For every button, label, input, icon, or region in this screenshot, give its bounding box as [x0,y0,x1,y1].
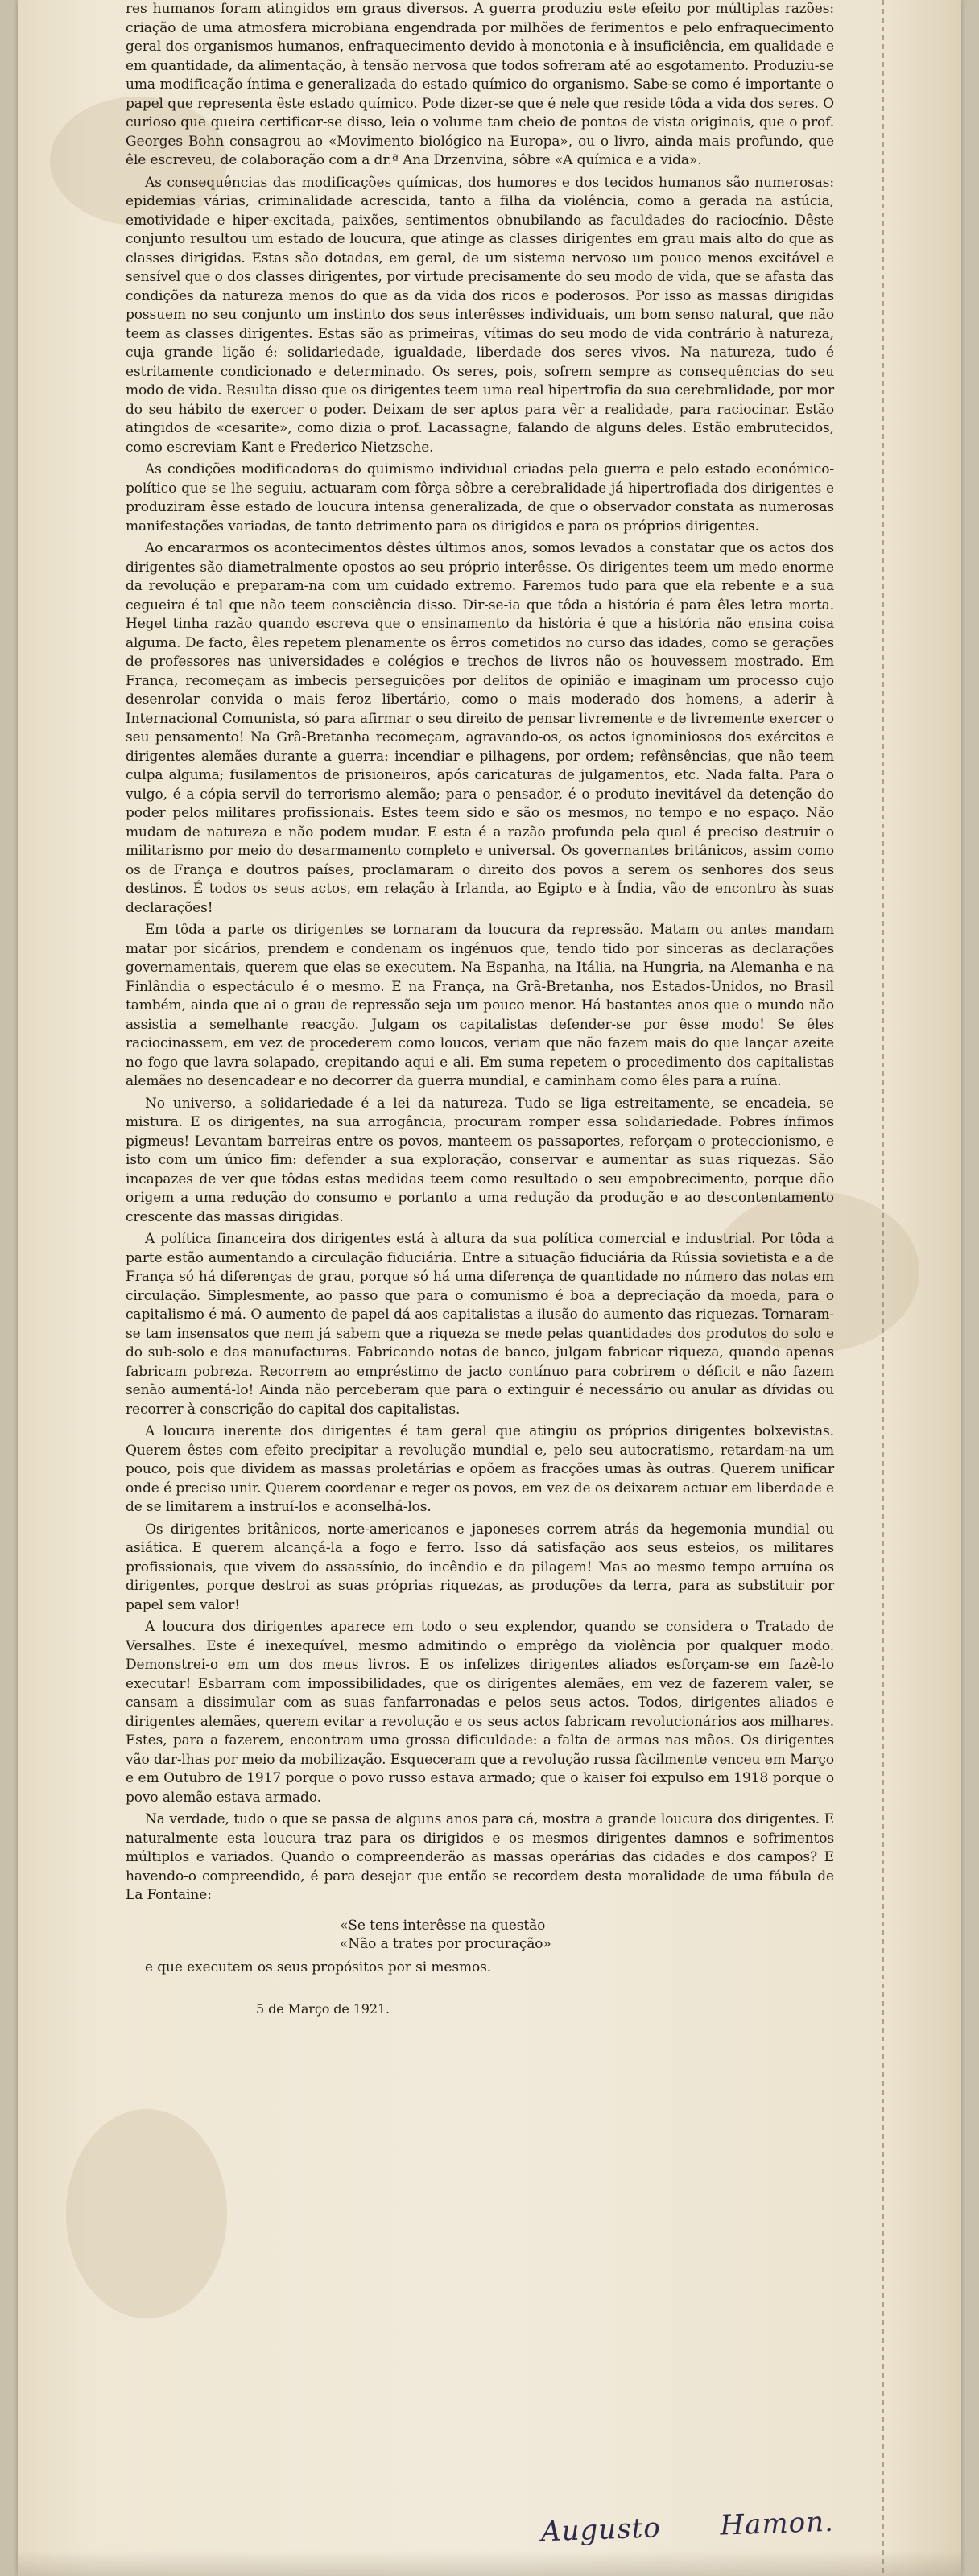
closing-line: e que executem os seus propósitos por si mesmos. [145,1959,492,1975]
page-bottom-shadow [18,2550,961,2576]
article-paragraph: Ao encararmos os acontecimentos dêstes últimos anos, somos levados a constatar que os actos dos dirigentes são diametralmente opostos ao seu próprio interêsse. Os dirigentes teem um medo enorme da revolução e preparam-na com um cuidado extremo. Faremos tudo para que ela rebente e a sua cegueira é tal que não teem consciência disso. Dir-se-ia que tôda a história é para êles letra morta. Hegel tinha razão quando escreva que o ensinamento da história é que a história não ensina coisa alguma. De facto, êles repetem plenamente os êrros cometidos no curso das idades, como se gerações de professores nas universidades e colégios e trechos de livros não os houvessem mostrado. Em França, recomeçam as imbecis perseguições por delitos de opinião e imaginam um processo cujo desenrolar convida o mais feroz libertário, como o mais moderado dos homens, a aderir à Internacional Comunista, só para afirmar o seu direito de pensar livremente e de livremente exercer o seu pensamento! Na Grã-Bretanha recomeçam, agravando-os, os actos ignominiosos dos exércitos e dirigentes alemães durante a guerra: incendiar e pilhagens, por ordem; refênsências, que não teem culpa alguma; fusilamentos de prisioneiros, após caricaturas de julgamentos, etc. Nada falta. Para o vulgo, é a cópia servil do terrorismo alemão; para o pensador, é o produto inevitável da detenção do poder pelos militares profissionais. Estes teem sido e são os mesmos, no tempo e no espaço. Não mudam de natureza e não podem mudar. E esta é a razão profunda pela qual é preciso destruir o militarismo por meio do desarmamento completo e universal. Os governantes britânicos, assim como os de França e doutros países, proclamaram o direito dos povos a serem os senhores dos seus destinos. É todos os seus actos, em relação à Irlanda, ao Egipto e à Índia, vão de encontro às suas declarações! [126,540,834,916]
quote-line: «Se tens interêsse na questão [340,1917,546,1934]
newspaper-clipping [18,0,961,2576]
article-paragraph: res humanos foram atingidos em graus diversos. A guerra produziu este efeito por múltiplas razões: criação de uma atmosfera microbiana engendrada por milhões de ferimentos e pelo enfraquecimento geral dos organismos humanos, enfraquecimento devido à monotonia e à insuficiência, em qualidade e em quantidade, da alimentação, à tensão nervosa que todos sofreram até ao esgotamento. Produziu-se uma modificação íntima e generalizada do estado químico do organismo. Sabe-se como é importante o papel que representa êste estado químico. Pode dizer-se que é nele que reside tôda a vida dos seres. O curioso que queira certificar-se disso, leia o volume tam cheio de pontos de vista originais, que o prof. Georges Bohn consagrou ao «Movimento biológico na Europa», ou o livro, ainda mais profundo, que êle escreveu, de colaboração com a dr.ª Ana Drzenvina, sôbre «A química e a vida». [126,1,834,168]
article-paragraph: A loucura inerente dos dirigentes é tam geral que atingiu os próprios dirigentes bolxevistas. Querem êstes com efeito precipitar a revolução mundial e, pelo seu autocratismo, retardam-na um pouco, pois que dividem as massas proletárias e opõem as fracções umas às outras. Querem unificar onde é preciso unir. Querem coordenar e reger os povos, em vez de os deixarem actuar em liberdade e de se limitarem a instruí-los e aconselhá-los. [126,1423,834,1515]
fold-line [882,0,884,2576]
article-paragraph: As consequências das modificações químicas, dos humores e dos tecidos humanos são numerosas: epidemias várias, criminalidade acrescida, tanto a filha da violência, como a gerada na astúcia, emotividade e hiper-excitada, paixões, sentimentos obnubilando as faculdades do raciocínio. Dêste conjunto resultou um estado de loucura, que atinge as classes dirigentes em grau mais alto do que as classes dirigidas. Estas são dotadas, em geral, de um sistema nervoso um pouco menos excitável e sensível que o dos classes dirigentes, por virtude precisamente do seu modo de vida, que se afasta das condições da natureza menos do que as da vida dos ricos e poderosos. Por isso as massas dirigidas possuem no seu conjunto um instinto dos seus interêsses individuais, um bom senso natural, que não teem as classes dirigentes. Estas são as primeiras, vítimas do seu modo de vida contrário à natureza, cuja grande lição é: solidariedade, igualdade, liberdade dos seres vivos. Na natureza, tudo é estritamente condicionado e determinado. Os seres, pois, sofrem sempre as consequências do seu modo de vida. Resulta disso que os dirigentes teem uma real hipertrofia da sua cerebralidade, por mor do seu hábito de exercer o poder. Deixam de ser aptos para vêr a realidade, para raciocinar. Estão atingidos de «cesarite», como dizia o prof. Lacassagne, falando de alguns deles. Estão embrutecidos, como escreviam Kant e Frederico Nietzsche. [126,174,834,456]
article-paragraph: A política financeira dos dirigentes está à altura da sua política comercial e industrial. Por tôda a parte estão aumentando a circulação fiduciária. Entre a situação fiduciária da Rússia sovietista e a de França só há diferenças de grau, porque só há uma diferença de quantidade no número das notas em circulação. Simplesmente, ao passo que para o comunismo é boa a depreciação da moeda, para o capitalismo é má. O aumento de papel dá aos capitalistas a ilusão do aumento das riquezas. Tornaram-se tam insensatos que nem já sabem que a riqueza se mede pelas quantidades dos produtos do solo e do sub-solo e das manufacturas. Fabricando notas de banco, julgam fabricar riqueza, quando apenas fabricam pobreza. Recorrem ao empréstimo de jacto contínuo para cobrirem o déficit e não fazem senão aumentá-lo! Ainda não perceberam que para o extinguir é necessário ou anular as dívidas ou recorrer à conscrição do capital dos capitalistas. [126,1231,834,1418]
article-paragraph: Os dirigentes britânicos, norte-americanos e japoneses correm atrás da hegemonia mundial ou asiática. E querem alcançá-la a fogo e ferro. Isso dá satisfação aos seus esteios, os militares profissionais, que vivem do assassínio, do incêndio e da pilagem! Mas ao mesmo tempo arruína os dirigentes, porque destroi as suas próprias riquezas, as produções da terra, para as substituir por papel sem valor! [126,1521,834,1613]
article-date: 5 de Março de 1921. [256,2001,390,2017]
article-paragraph: A loucura dos dirigentes aparece em todo o seu explendor, quando se considera o Tratado de Versalhes. Este é inexequível, mesmo admitindo o emprêgo da violência por qualquer modo. Demonstrei-o em um dos meus livros. E os infelizes dirigentes aliados esforçam-se em fazê-lo executar! Esbarram com impossibilidades, que os dirigentes alemães, em vez de fazerem valer, se cansam a dissimular com as suas fanfarronadas e pelos seus actos. Todos, dirigentes aliados e dirigentes alemães, querem evitar a revolução e os seus actos fabricam revolucionários aos milhares. Estes, para a fazerem, encontram uma grossa dificuldade: a falta de armas nas mãos. Os dirigentes vão dar-lhas por meio da mobilização. Esqueceram que a revolução russa fàcilmente venceu em Março e em Outubro de 1917 porque o povo russo estava armado; que o kaiser foi expulso em 1918 porque o povo alemão estava armado. [126,1619,834,1806]
article-paragraph: Na verdade, tudo o que se passa de alguns anos para cá, mostra a grande loucura dos dirigentes. E naturalmente esta loucura traz para os dirigidos e os mesmos dirigentes damnos e sofrimentos múltiplos e variados. Quando o compreenderão as massas operárias das cidades e dos campos? E havendo-o compreendido, é para desejar que então se recordem desta moralidade de uma fábula de La Fontaine: [126,1811,834,1903]
article-column [126,0,834,2019]
signature-first-name: Augusto [540,2512,662,2549]
paper-stain [66,2109,227,2318]
handwritten-signature [540,2504,884,2549]
article-paragraph: As condições modificadoras do quimismo individual criadas pela guerra e pelo estado económico-político que se lhe seguiu, actuaram com fôrça sôbre a cerebralidade já hipertrofiada dos dirigentes e produziram êsse estado de loucura intensa generalizada, de que o observador constata as numerosas manifestações variadas, de tanto detrimento para os dirigidos e para os próprios dirigentes. [126,461,834,535]
article-paragraph: Em tôda a parte os dirigentes se tornaram da loucura da repressão. Matam ou antes mandam matar por sicários, prendem e condenam os ingénuos que, tendo tido por sinceras as declarações governamentais, querem que elas se executem. Na Espanha, na Itália, na Hungria, na Alemanha e na Finlândia o espectáculo é o mesmo. E na França, na Grã-Bretanha, nos Estados-Unidos, no Brasil também, ainda que ai o grau de repressão seja um pouco menor. Há bastantes anos que o mundo não assistia a semelhante reacção. Julgam os capitalistas defender-se por êsse modo! Se êles raciocinassem, em vez de procederem como loucos, veriam que não fazem mais do que lançar azeite no fogo que lavra solapado, crepitando aqui e ali. Em suma repetem o procedimento dos capitalistas alemães no desencadear e no decorrer da guerra mundial, e caminham como êles para a ruína. [126,922,834,1089]
article-paragraph: No universo, a solidariedade é a lei da natureza. Tudo se liga estreitamente, se encadeia, se mistura. E os dirigentes, na sua arrogância, procuram romper essa solidariedade. Pobres ínfimos pigmeus! Levantam barreiras entre os povos, manteem os passaportes, reforçam o proteccionismo, e isto com um único fim: defender a sua exploração, conservar e aumentar as suas riquezas. São incapazes de ver que tôdas estas medidas teem como resultado o seu empobrecimento, porque dão origem a uma redução do consumo e portanto a uma redução da produção e ao descontentamento crescente das massas dirigidas. [126,1095,834,1225]
fable-quote [340,1917,834,1954]
signature-last-name: Hamon. [719,2505,835,2542]
quote-line: «Não a trates por procuração» [340,1935,551,1952]
